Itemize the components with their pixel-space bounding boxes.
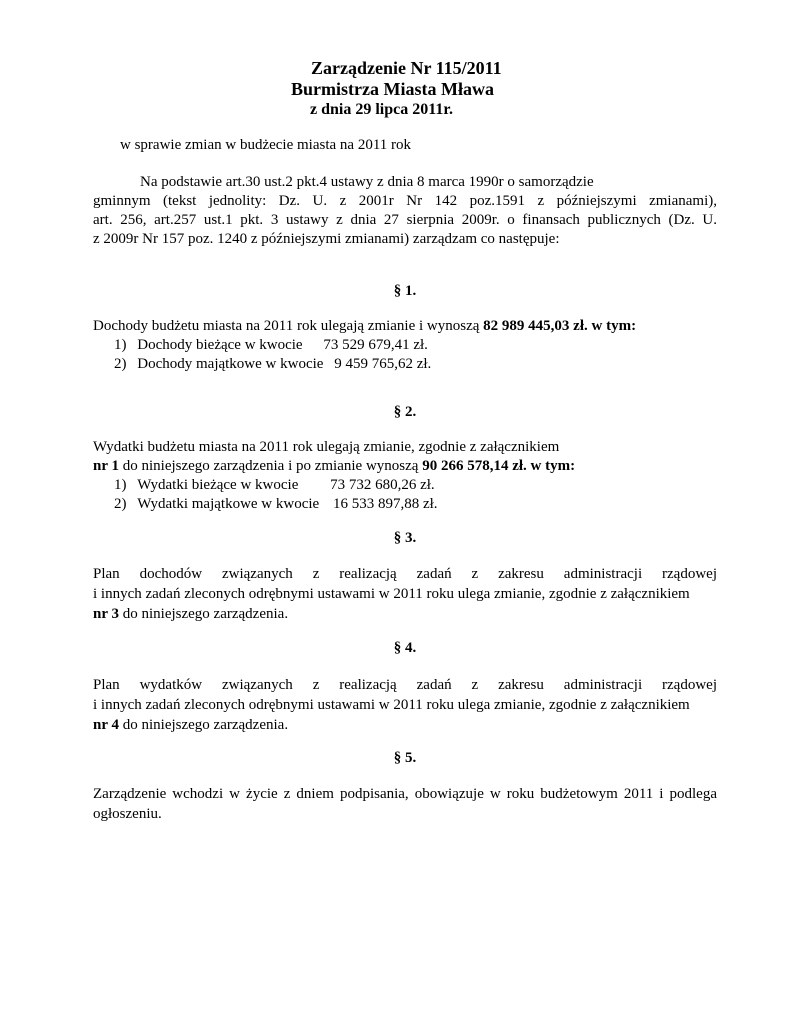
- section-1-item-1: [114, 335, 428, 355]
- section-2-heading: § 2.: [393, 404, 417, 420]
- item-label: Dochody bieżące w kwocie: [137, 337, 303, 353]
- section-3-heading: § 3.: [393, 530, 417, 546]
- subject-line: w sprawie zmian w budżecie miasta na 2011 rok: [120, 137, 412, 153]
- section-2-line-2-text: do niniejszego zarządzenia i po zmianie wynoszą: [118, 458, 423, 474]
- section-4-heading: § 4.: [393, 640, 417, 656]
- section-4-line-2: i innych zadań zleconych odrębnymi ustawami w 2011 roku ulega zmianie, zgodnie z załącznikiem: [93, 697, 690, 713]
- item-label: Wydatki majątkowe w kwocie: [137, 496, 320, 512]
- item-label: Wydatki bieżące w kwocie: [137, 477, 299, 493]
- section-5-line-1: Zarządzenie wchodzi w życie z dniem podpisania, obowiązuje w roku budżetowym 2011 i podlega: [93, 786, 717, 802]
- section-2-line-1: Wydatki budżetu miasta na 2011 rok ulegają zmianie, zgodnie z załącznikiem: [93, 439, 560, 455]
- preamble-line-4: z 2009r Nr 157 poz. 1240 z późniejszymi zmianami) zarządzam co następuje:: [93, 231, 560, 247]
- item-amount: 73 732 680,26 zł.: [330, 477, 435, 493]
- section-2-line-2: [93, 456, 575, 476]
- section-4-line-3-text: do niniejszego zarządzenia.: [118, 717, 289, 733]
- item-label: Dochody majątkowe w kwocie: [137, 356, 324, 372]
- list-number: 2): [114, 356, 127, 372]
- date-line: z dnia 29 lipca 2011r.: [310, 101, 453, 118]
- preamble-line-1: Na podstawie art.30 ust.2 pkt.4 ustawy z dnia 8 marca 1990r o samorządzie: [140, 174, 594, 190]
- section-1-intro-text: Dochody budżetu miasta na 2011 rok ulegają zmianie i wynoszą: [93, 318, 484, 334]
- list-number: 1): [114, 337, 127, 353]
- annex-ref: nr 3: [93, 606, 119, 622]
- list-number: 1): [114, 477, 127, 493]
- annex-ref: nr 4: [93, 717, 119, 733]
- section-1-intro: [93, 316, 636, 336]
- item-amount: 73 529 679,41 zł.: [323, 337, 428, 353]
- list-number: 2): [114, 496, 127, 512]
- section-2-item-2: [114, 494, 438, 514]
- section-2-total: 90 266 578,14 zł. w tym:: [422, 458, 576, 474]
- section-1-heading: § 1.: [393, 283, 417, 299]
- section-3-line-1: Plan dochodów związanych z realizacją zadań z zakresu administracji rządowej: [93, 566, 717, 582]
- section-3-line-2: i innych zadań zleconych odrębnymi ustawami w 2011 roku ulega zmianie, zgodnie z załącznikiem: [93, 586, 690, 602]
- section-3-line-3-text: do niniejszego zarządzenia.: [118, 606, 289, 622]
- section-4-line-3: [93, 715, 288, 735]
- section-3-line-3: [93, 604, 288, 624]
- ordinance-title: Zarządzenie Nr 115/2011: [311, 58, 502, 78]
- item-amount: 16 533 897,88 zł.: [332, 496, 438, 512]
- section-4-line-1: Plan wydatków związanych z realizacją zadań z zakresu administracji rządowej: [93, 677, 717, 693]
- issuer-line: Burmistrza Miasta Mława: [291, 79, 494, 99]
- section-5-heading: § 5.: [393, 750, 417, 766]
- annex-ref: nr 1: [93, 458, 119, 474]
- preamble-line-2: gminnym (tekst jednolity: Dz. U. z 2001r Nr 142 poz.1591 z późniejszymi zmianami),: [93, 193, 717, 209]
- section-1-total: 82 989 445,03 zł. w tym:: [483, 318, 637, 334]
- section-2-item-1: [114, 475, 435, 495]
- section-1-item-2: [114, 354, 431, 374]
- section-5-line-2: ogłoszeniu.: [93, 806, 162, 822]
- item-amount: 9 459 765,62 zł.: [334, 356, 432, 372]
- preamble-line-3: art. 256, art.257 ust.1 pkt. 3 ustawy z dnia 27 sierpnia 2009r. o finansach publicznych (Dz. U.: [93, 212, 717, 228]
